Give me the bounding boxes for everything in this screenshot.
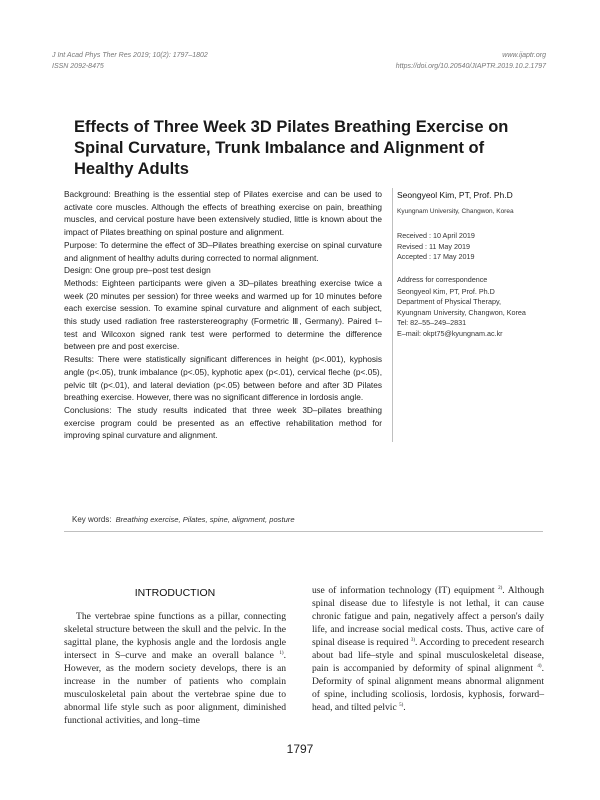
ref-5[interactable]: 5) xyxy=(399,702,404,708)
intro-p2-b: . Although spinal disease due to lifestyle is not lethal, it can cause chronic fatigue and pain, negatively affect a person's daily life, and increase social medical costs. Thus, active care of spinal disease is required xyxy=(312,585,544,648)
journal-links xyxy=(396,50,546,72)
journal-issn: ISSN 2092-8475 xyxy=(52,63,104,70)
revised-date: Revised : 11 May 2019 xyxy=(397,241,470,251)
intro-p2-c: . According to precedent research about bad life–style and spinal musculoskeletal disease, pain is accompanied by deformity of spinal alignment xyxy=(312,636,544,674)
ref-1[interactable]: 1) xyxy=(279,650,284,656)
journal-header xyxy=(52,50,208,72)
journal-citation: J Int Acad Phys Ther Res 2019; 10(2): 1797–1802 xyxy=(52,52,208,59)
correspondence-department: Department of Physical Therapy, xyxy=(397,297,501,307)
purpose-text: To determine the effect of 3D–Pilates breathing exercise on spinal curvature and alignment of healthy adults during corrected to normal alignment. xyxy=(64,239,382,263)
keywords-value: Breathing exercise, Pilates, spine, alignment, posture xyxy=(115,515,295,524)
abstract-conclusions xyxy=(64,404,382,442)
intro-p2-e: . xyxy=(403,701,406,713)
intro-p2-d: . Deformity of spinal alignment means abnormal alignment of spine, including scoliosis, lordosis, kyphosis, forward–head, and tilted pelvic xyxy=(312,662,544,713)
correspondence-title: Address for correspondence xyxy=(397,274,488,284)
abstract-results xyxy=(64,353,382,404)
abstract xyxy=(64,188,393,442)
design-text: One group pre–post test design xyxy=(92,265,211,276)
keywords xyxy=(72,515,295,524)
abstract-background xyxy=(64,188,382,239)
keywords-label: Key words: xyxy=(72,515,112,524)
author-affiliation: Kyungnam University, Changwon, Korea xyxy=(397,207,514,215)
abstract-design xyxy=(64,264,382,277)
correspondence-email[interactable]: E–mail: okpt75@kyungnam.ac.kr xyxy=(397,328,503,338)
article-info xyxy=(397,190,542,340)
ref-3[interactable]: 3) xyxy=(410,637,416,643)
page-number: 1797 xyxy=(286,742,314,756)
received-date: Received : 10 April 2019 xyxy=(397,231,475,241)
introduction-heading: INTRODUCTION xyxy=(134,587,216,599)
paper-title: Effects of Three Week 3D Pilates Breathing Exercise on Spinal Curvature, Trunk Imbalance and Alignment of Healthy Adults xyxy=(74,118,509,178)
intro-p1-b: . However, as the modern society develops, there is an increase in the number of patients who complain musculoskeletal pain about the vertebrae spine due to abnormal life style such as poor alignment, diminished functional activities, and long–time xyxy=(64,649,286,726)
results-text: There were statistically significant differences in height (p<.001), kyphosis angle (p<.05), trunk imbalance (p<.05), kyphotic apex (p<.01), cervical fleche (p<.05), pelvic tilt (p<.01), and lateral deviation (p<.05) between before and after 3D Pilates breathing exercise. However, there was no significant difference in lordosis angle. xyxy=(64,354,382,403)
intro-p2-a: use of information technology (IT) equipment xyxy=(312,585,499,596)
correspondence-name: Seongyeol Kim, PT, Prof. Ph.D xyxy=(397,286,495,296)
ref-4[interactable]: 4) xyxy=(537,663,542,669)
background-text: Breathing is the essential step of Pilates exercise and can be used to activate core muscles. Although the effects of breathing exercise on pain, breathing muscles, and cervical posture have been extensively studied, little is known about the impact of Pilates breathing on spinal posture and alignment. xyxy=(64,189,382,238)
methods-label: Methods: xyxy=(64,277,99,288)
introduction-column-right xyxy=(312,585,544,715)
accepted-date: Accepted : 17 May 2019 xyxy=(397,252,475,262)
correspondence-tel: Tel: 82–55–249–2831 xyxy=(397,318,467,328)
keywords-divider xyxy=(64,531,543,532)
ref-2[interactable]: 2) xyxy=(498,585,503,591)
abstract-methods xyxy=(64,277,382,353)
background-label: Background: xyxy=(64,189,111,199)
conclusions-label: Conclusions: xyxy=(64,404,112,415)
correspondence xyxy=(397,275,542,340)
purpose-label: Purpose: xyxy=(64,239,98,250)
journal-website-link[interactable]: www.ijaptr.org xyxy=(502,52,546,59)
results-label: Results: xyxy=(64,354,94,365)
correspondence-university: Kyungnam University, Changwon, Korea xyxy=(397,307,526,317)
intro-p1-a: The vertebrae spine functions as a pillar, connecting skeletal structure between the skull and the pelvic. In the sagittal plane, the kyphosis angle and the lordosis angle intersect in S–curve and make an overall balance xyxy=(64,611,286,661)
introduction-column-left xyxy=(64,611,286,728)
author-name: Seongyeol Kim, PT, Prof. Ph.D xyxy=(397,190,513,200)
methods-text: Eighteen participants were given a 3D–pilates breathing exercise twice a week (20 minutes per session) for three weeks and warmed up for 10 minutes before each exercise session. To examine spinal curvature and alignment of each subject, this study used radiation free rasterstereography (Formetric Ⅲ, Germany). Paired t–test and Wilcoxon signed rank test were performed to determine the difference between pre and post exercise. xyxy=(64,277,382,352)
abstract-purpose xyxy=(64,239,382,264)
article-dates xyxy=(397,231,542,263)
doi-link[interactable]: https://doi.org/10.20540/JIAPTR.2019.10.2.1797 xyxy=(395,63,546,70)
design-label: Design: xyxy=(64,265,93,276)
conclusions-text: The study results indicated that three week 3D–pilates breathing exercise program could be presented as an effective rehabilitation method for improving spinal curvature and alignment. xyxy=(64,404,382,441)
